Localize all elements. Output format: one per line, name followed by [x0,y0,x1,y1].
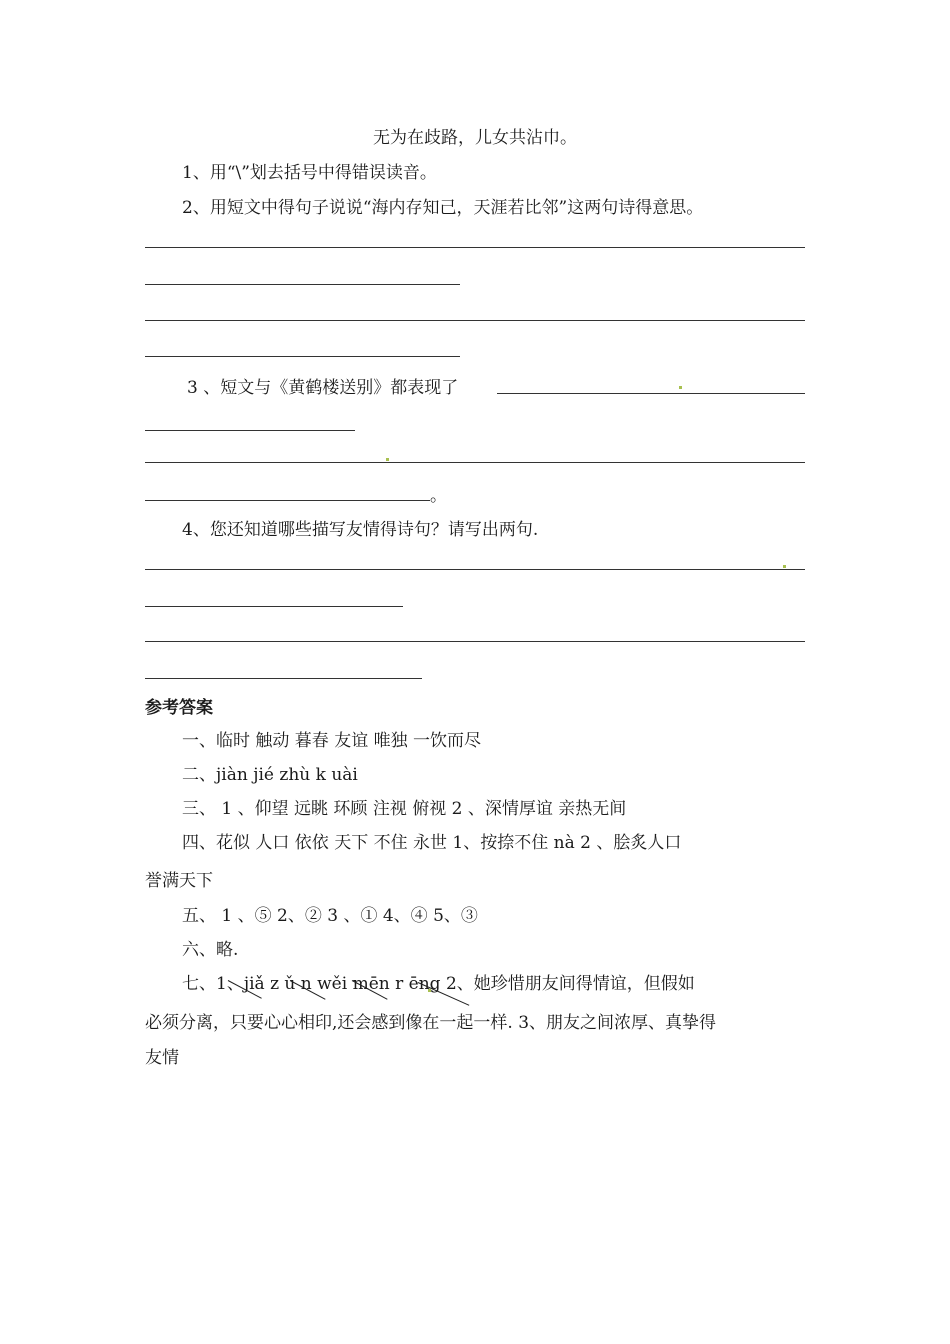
answer-line [145,500,430,501]
answer-4-cont: 誉满天下 [145,871,213,891]
question-3 [187,377,458,399]
speck [783,565,786,568]
question-2: 2、用短文中得句子说说“海内存知己，天涯若比邻”这两句诗得意思。 [182,198,704,218]
question-3-end: 。 [430,486,447,506]
answers-heading: 参考答案 [145,698,213,718]
question-4: 4、您还知道哪些描写友情得诗句？请写出两句. [182,520,539,540]
answer-line [145,356,460,357]
answer-1: 一、临时 触动 暮春 友谊 唯独 一饮而尽 [182,731,482,751]
question-1: 1、用“\”划去括号中得错误读音。 [182,163,437,183]
answer-line [145,606,403,607]
answer-line [145,284,460,285]
answer-line [145,320,805,321]
answer-line [145,641,805,642]
answer-7-cont: 必须分离，只要心心相印,还会感到像在一起一样. 3、朋友之间浓厚、真挚得 [145,1013,717,1033]
answer-line [145,569,805,570]
answer-line [145,247,805,248]
speck [386,458,389,461]
poem-line: 无为在歧路，儿女共沾巾。 [373,128,577,148]
answer-2: 二、jiàn jié zhù k uài [182,765,358,785]
answer-7-cont2: 友情 [145,1048,179,1068]
answer-4: 四、花似 人口 依依 天下 不住 永世 1、按捺不住 nà 2 、脍炙人口 [182,833,682,853]
answer-line [145,678,422,679]
question-3-text: 3 、短文与《黄鹤楼送别》都表现了 [187,378,459,398]
speck [679,386,682,389]
answer-line [145,430,355,431]
answer-7: 七、1、jiǎ z ǔ n wěi mēn r ēng 2、她珍惜朋友间得情谊，但假如 [182,974,695,994]
answer-5: 五、 1 、⑤ 2、② 3 、① 4、④ 5、③ [182,906,478,926]
answer-line [497,393,805,394]
answer-3: 三、 1 、仰望 远眺 环顾 注视 俯视 2 、深情厚谊 亲热无间 [182,799,627,819]
answer-line [145,462,805,463]
answer-6: 六、略. [182,940,239,960]
